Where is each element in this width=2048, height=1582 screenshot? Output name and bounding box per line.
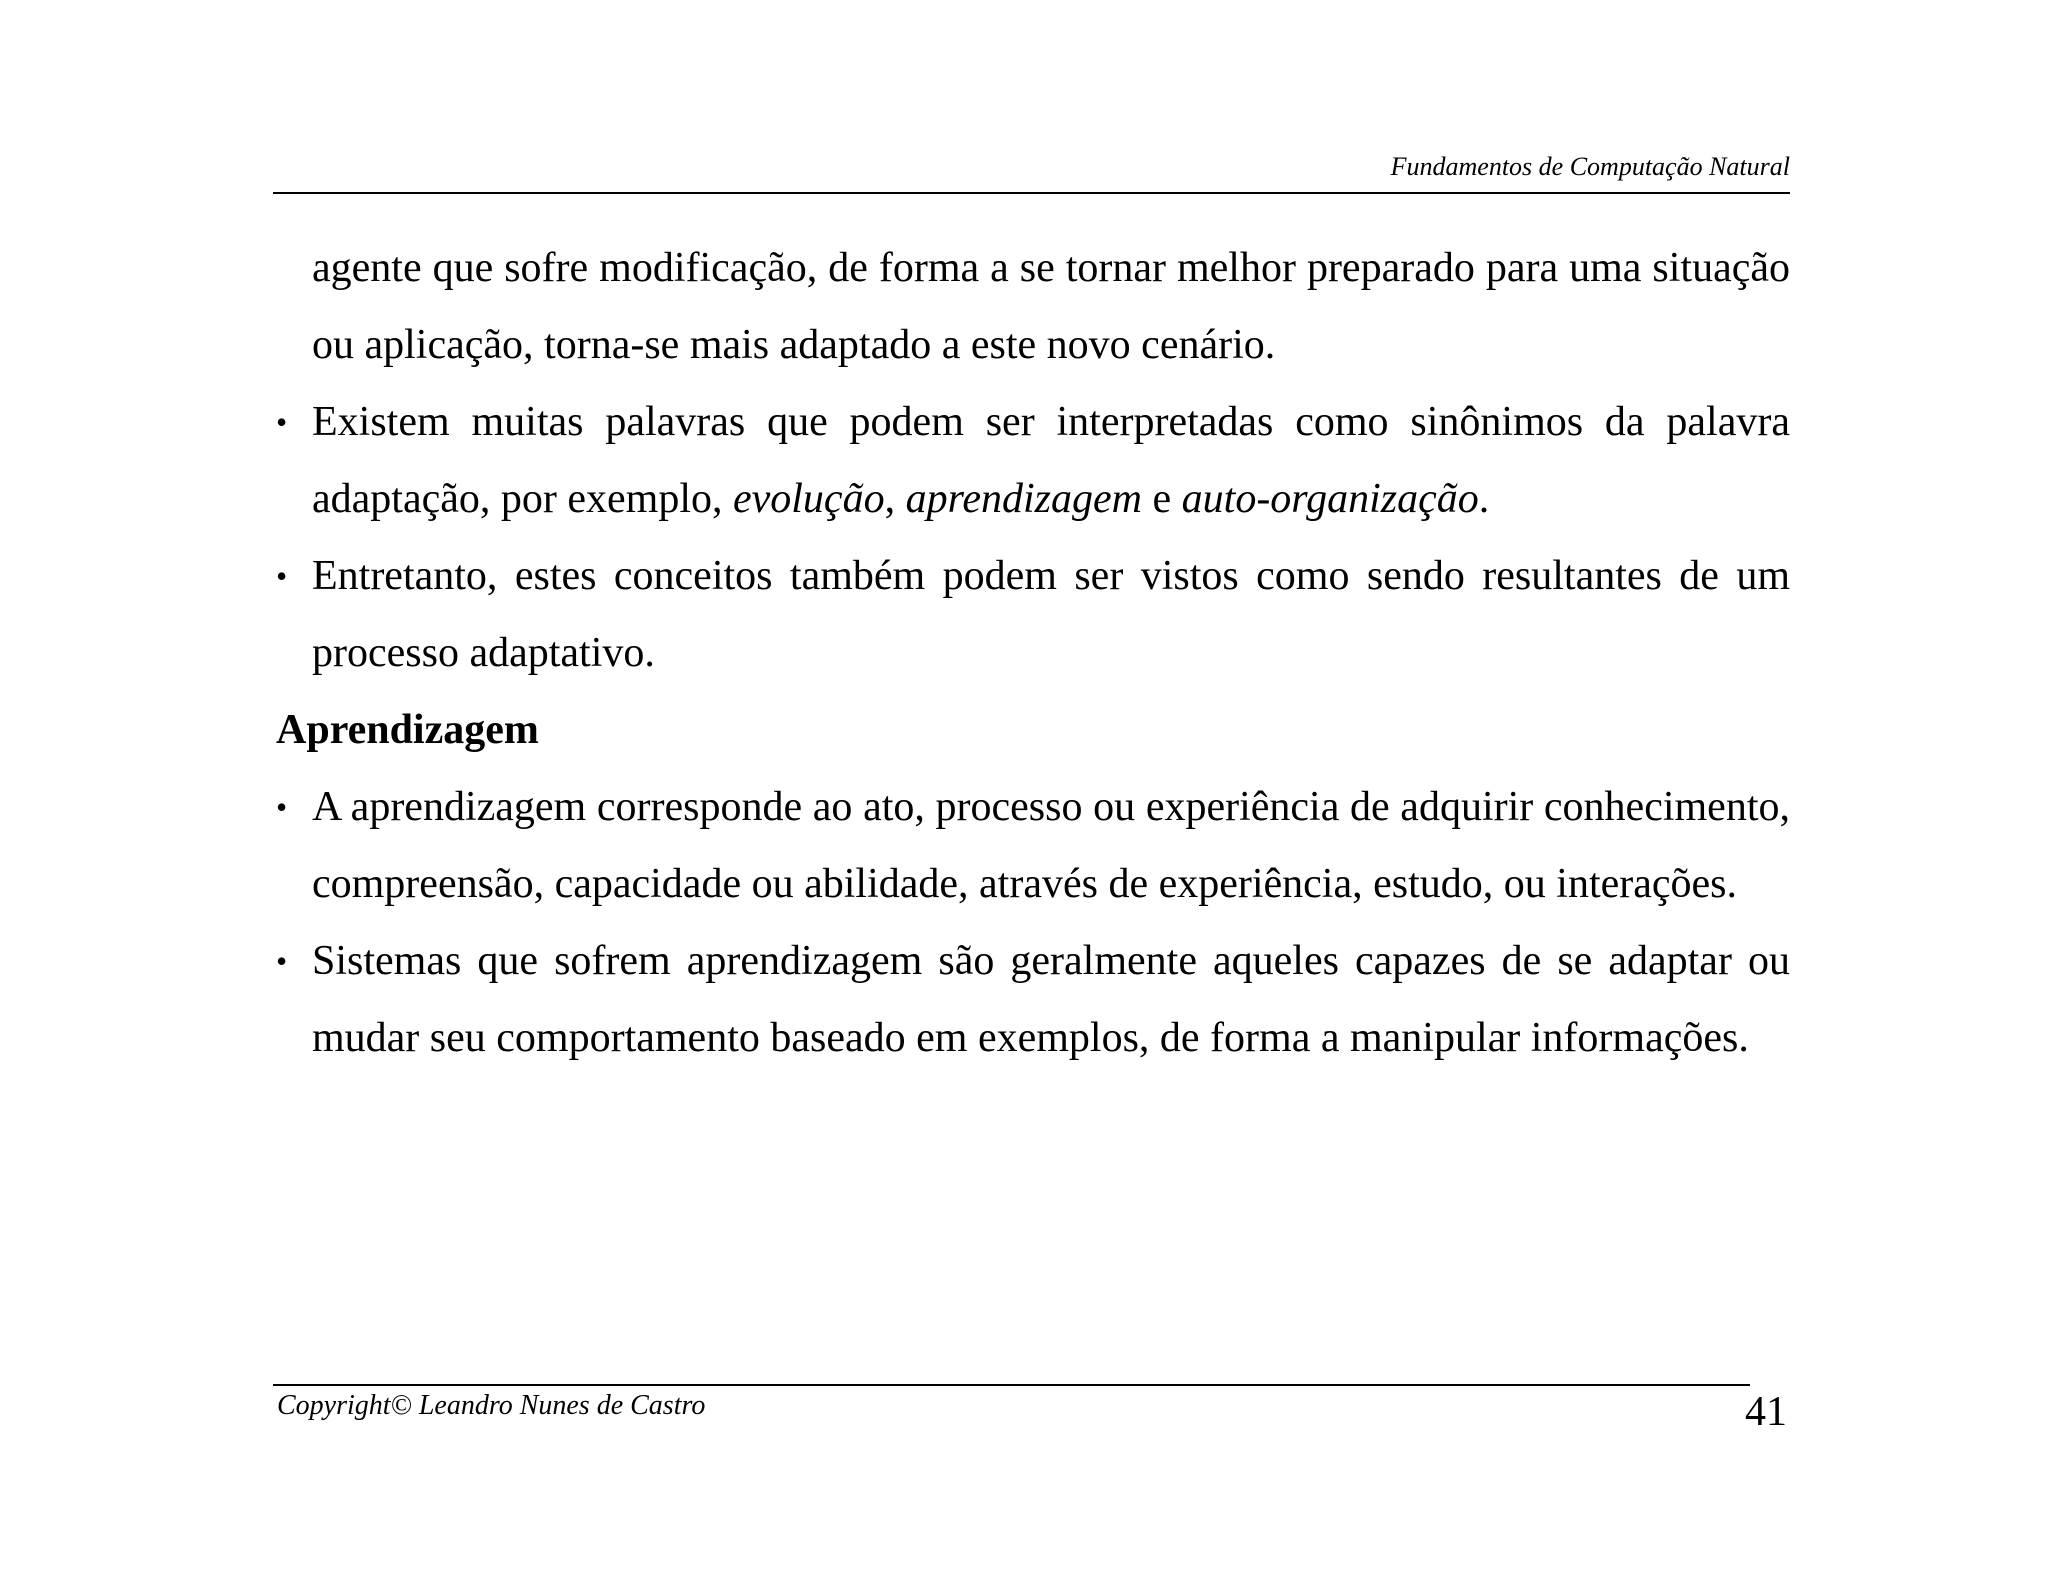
section-heading: Aprendizagem xyxy=(276,707,539,753)
bullet-item-learning-definition: • A aprendizagem corresponde ao ato, processo ou experiência de adquirir conhecimento, compreensão, capacidade ou abilidade, através de experiência, estudo, ou interações. xyxy=(276,769,1790,923)
italic-term-auto-organizacao: auto-organização xyxy=(1181,476,1479,522)
page-content xyxy=(276,230,1790,1077)
bullet-item-learning-systems: • Sistemas que sofrem aprendizagem são geralmente aqueles capazes de se adaptar ou mudar seu comportamento baseado em exemplos, de forma a manipular informações. xyxy=(276,923,1790,1077)
footer-divider xyxy=(273,1384,1750,1386)
copyright-notice: Copyright© Leandro Nunes de Castro xyxy=(277,1390,706,1421)
continued-paragraph: agente que sofre modificação, de forma a se tornar melhor preparado para uma situação ou aplicação, torna-se mais adaptado a este novo cenário. xyxy=(312,245,1790,368)
period: . xyxy=(1478,476,1490,522)
header-divider xyxy=(273,192,1790,194)
separator: , xyxy=(884,476,906,522)
running-header: Fundamentos de Computação Natural xyxy=(1390,152,1790,181)
bullet-item-synonyms xyxy=(276,384,1790,538)
bullet-item-concepts: • Entretanto, estes conceitos também podem ser vistos como sendo resultantes de um processo adaptativo. xyxy=(276,538,1790,692)
page-number: 41 xyxy=(1745,1389,1787,1435)
bullet-text: Existem muitas palavras que podem ser interpretadas como sinônimos da palavra adaptação, por exemplo, xyxy=(312,399,1790,522)
italic-term-evolucao: evolução xyxy=(732,476,885,522)
italic-term-aprendizagem: aprendizagem xyxy=(905,476,1142,522)
separator: e xyxy=(1142,476,1182,522)
